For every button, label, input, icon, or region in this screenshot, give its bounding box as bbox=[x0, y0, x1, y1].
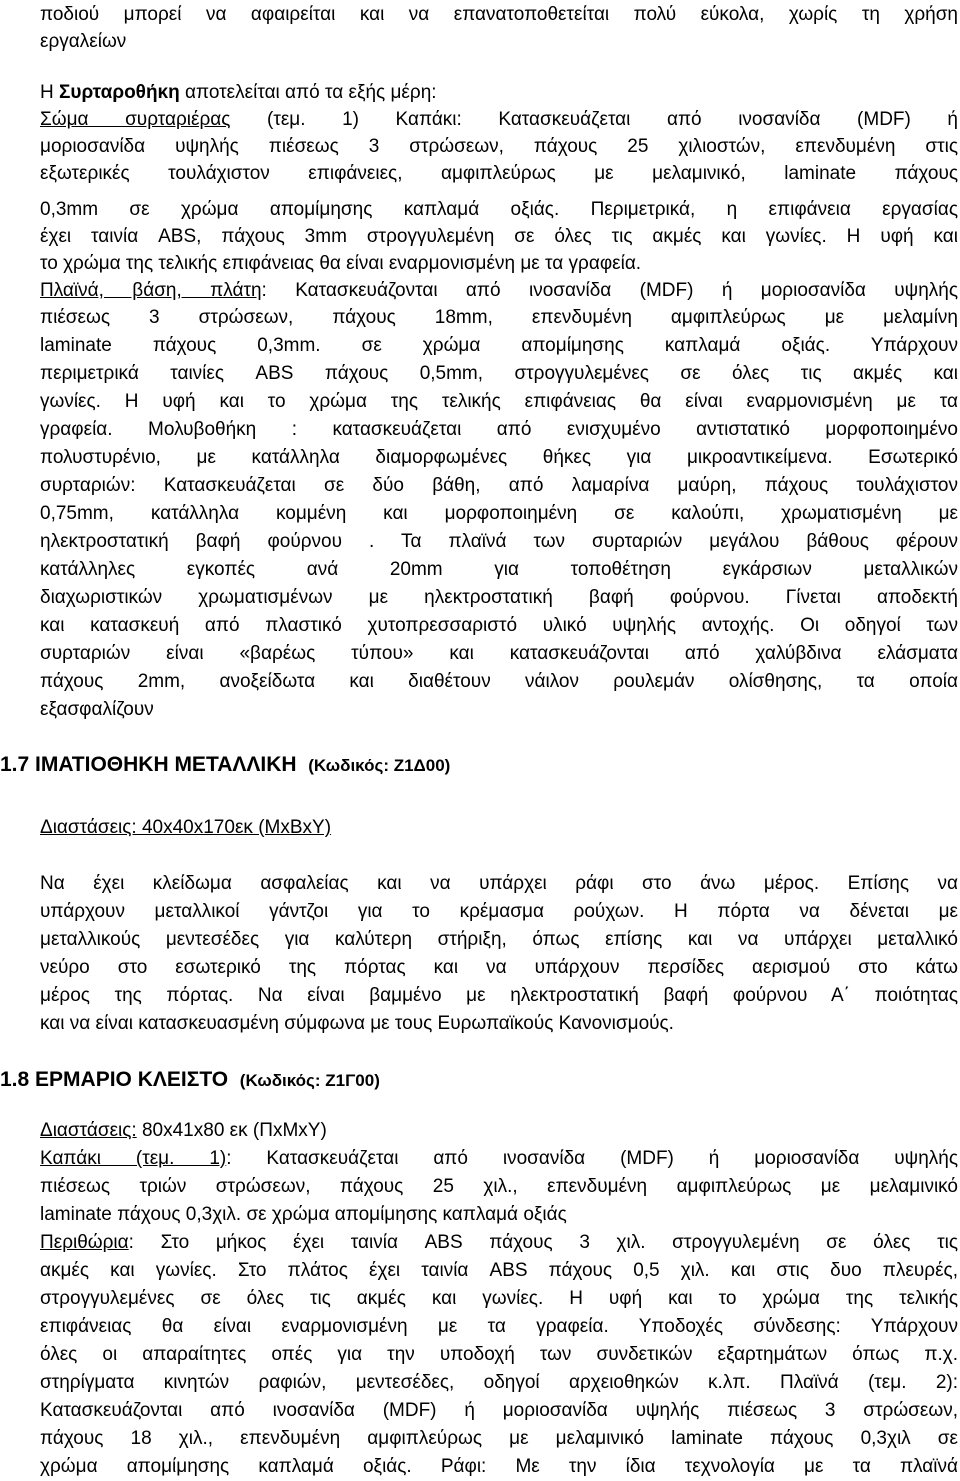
paragraph-line bbox=[40, 1230, 958, 1255]
paragraph-line: γραφεία. Μολυβοθήκη : κατασκευάζεται από ενισχυμένο αντιστατικό μορφοποιημένο bbox=[40, 419, 958, 440]
underlined-term: Περιθώρια bbox=[40, 1232, 129, 1253]
paragraph-line: στρογγυλεμένες σε όλες τις ακμές και γωνίες. Η υφή και το χρώμα της τελικής bbox=[40, 1288, 958, 1309]
text-run: : Κατασκευάζονται από ινοσανίδα (MDF) ή μοριοσανίδα υψηλής bbox=[261, 280, 958, 301]
paragraph-line: laminate πάχους 0,3χιλ. σε χρώμα απομίμησης καπλαμά οξιάς bbox=[40, 1204, 567, 1225]
paragraph-line: περιμετρικά ταινίες ABS πάχους 0,5mm, στρογγυλεμένες σε όλες τις ακμές και bbox=[40, 363, 958, 384]
dimensions-line bbox=[40, 815, 958, 840]
text-run: αποτελείται από τα εξής μέρη: bbox=[179, 82, 437, 103]
dimensions-line bbox=[40, 1118, 958, 1143]
text-run: (τεμ. 1) Καπάκι: Κατασκευάζεται από ινοσανίδα (MDF) ή bbox=[230, 109, 958, 130]
bold-term: Συρταροθήκη bbox=[59, 82, 180, 103]
paragraph-line: κατάλληλες εγκοπές ανά 20mm για τοποθέτηση εγκάρσιων μεταλλικών bbox=[40, 559, 958, 580]
paragraph-line: νεύρο στο εσωτερικό της πόρτας και να υπάρχουν περσίδες αερισμού στο κάτω bbox=[40, 957, 958, 978]
paragraph-line: μέρος της πόρτας. Να είναι βαμμένο με ηλεκτροστατική βαφή φούρνου Α΄ ποιότητας bbox=[40, 985, 958, 1006]
paragraph-line: μοριοσανίδα υψηλής πιέσεως 3 στρώσεων, πάχους 25 χιλιοστών, επενδυμένη στις bbox=[40, 136, 958, 157]
paragraph-line: εξωτερικές τουλάχιστον επιφάνειες, αμφιπλεύρως με μελαμινικό, laminate πάχους bbox=[40, 163, 958, 184]
paragraph-line: ακμές και γωνίες. Στο πλάτος έχει ταινία ABS πάχους 0,5 χιλ. και στις δυο πλευρές, bbox=[40, 1260, 958, 1281]
paragraph-line: όλες οι απαραίτητες οπές για την υποδοχή των συνδετικών εξαρτημάτων όπως π.χ. bbox=[40, 1344, 958, 1365]
paragraph-line: διαχωριστικών χρωματισμένων με ηλεκτροστατική βαφή φούρνου. Γίνεται αποδεκτή bbox=[40, 587, 958, 608]
paragraph-line: Κατασκευάζονται από ινοσανίδα (MDF) ή μοριοσανίδα υψηλής πιέσεως 3 στρώσεων, bbox=[40, 1400, 958, 1421]
heading-title: 1.7 ΙΜΑΤΙΟΘΗΚΗ ΜΕΤΑΛΛΙΚΗ bbox=[0, 753, 297, 776]
product-code: (Κωδικός: Ζ1Δ00) bbox=[308, 756, 451, 775]
paragraph-line: στηρίγματα κινητών ραφιών, μεντεσέδες, οδηγοί αρχειοθηκών κ.λπ. Πλαϊνά (τεμ. 2): bbox=[40, 1372, 958, 1393]
paragraph-line: πάχους 18 χιλ., επενδυμένη αμφιπλεύρως με μελαμινικό laminate πάχους 0,3χιλ σε bbox=[40, 1428, 958, 1449]
section-heading bbox=[0, 1065, 380, 1095]
paragraph-line: ποδιού μπορεί να αφαιρείται και να επανατοποθετείται πολύ εύκολα, χωρίς τη χρήση bbox=[40, 4, 958, 25]
paragraph-line: πιέσεως 3 στρώσεων, πάχους 18mm, επενδυμένη αμφιπλεύρως με μελαμίνη bbox=[40, 307, 958, 328]
heading-title: 1.8 ΕΡΜΑΡΙΟ ΚΛΕΙΣΤΟ bbox=[0, 1068, 229, 1091]
underlined-term: Σώμα συρταριέρας bbox=[40, 109, 231, 130]
text-run: : Κατασκευάζεται από ινοσανίδα (MDF) ή μοριοσανίδα υψηλής bbox=[226, 1148, 958, 1169]
paragraph-line: 0,3mm σε χρώμα απομίμησης καπλαμά οξιάς. Περιμετρικά, η επιφάνεια εργασίας bbox=[40, 199, 958, 220]
paragraph-line: επιφάνειας θα είναι εναρμονισμένη με τα γραφεία. Υποδοχές σύνδεσης: Υπάρχουν bbox=[40, 1316, 958, 1337]
paragraph-line: μεταλλικούς μεντεσέδες για καλύτερη στήριξη, όπως επίσης και να υπάρχει μεταλλικό bbox=[40, 929, 958, 950]
paragraph-line: πιέσεως τριών στρώσεων, πάχους 25 χιλ., επενδυμένη αμφιπλεύρως με μελαμινικό bbox=[40, 1176, 958, 1197]
dimensions-value: 80x41x80 εκ (ΠxΜxΥ) bbox=[136, 1120, 327, 1141]
underlined-term: Καπάκι (τεμ. 1) bbox=[40, 1148, 227, 1169]
paragraph-line bbox=[40, 80, 958, 105]
section-heading bbox=[0, 750, 450, 780]
paragraph-line: πολυστυρένιο, με κατάλληλα διαμορφωμένες θήκες για μικροαντικείμενα. Εσωτερικό bbox=[40, 447, 958, 468]
underlined-term: Πλαϊνά, βάση, πλάτη bbox=[40, 280, 262, 301]
paragraph-line: έχει ταινία ABS, πάχους 3mm στρογγυλεμένη σε όλες τις ακμές και γωνίες. Η υφή και bbox=[40, 226, 958, 247]
paragraph-line: και κατασκευή από πλαστικό χυτοπρεσσαριστό υλικό υψηλής αντοχής. Οι οδηγοί των bbox=[40, 615, 958, 636]
product-code: (Κωδικός: Ζ1Γ00) bbox=[239, 1071, 380, 1090]
dimensions-label: Διαστάσεις: bbox=[40, 1120, 137, 1141]
paragraph-line: γωνίες. Η υφή και το χρώμα της τελικής επιφάνειας θα είναι εναρμονισμένη με τα bbox=[40, 391, 958, 412]
paragraph-line bbox=[40, 107, 958, 132]
paragraph-line: υπάρχουν μεταλλικοί γάντζοι για το κρέμασμα ρούχων. Η πόρτα να δένεται με bbox=[40, 901, 958, 922]
paragraph-line bbox=[40, 1146, 958, 1171]
paragraph-line: εργαλείων bbox=[40, 31, 127, 52]
text-run: : Στο μήκος έχει ταινία ABS πάχους 3 χιλ. στρογγυλεμένη σε όλες τις bbox=[128, 1232, 958, 1253]
paragraph-line: Να έχει κλείδωμα ασφαλείας και να υπάρχει ράφι στο άνω μέρος. Επίσης να bbox=[40, 873, 958, 894]
paragraph-line: χρώμα απομίμησης καπλαμά οξιάς. Ράφι: Με την ίδια τεχνολογία με τα πλαϊνά bbox=[40, 1456, 958, 1477]
paragraph-line: laminate πάχους 0,3mm. σε χρώμα απομίμησης καπλαμά οξιάς. Υπάρχουν bbox=[40, 335, 958, 356]
paragraph-line: 0,75mm, κατάλληλα κομμένη και μορφοποιημένη σε καλούπι, χρωματισμένη με bbox=[40, 503, 958, 524]
paragraph-line: συρταριών: Κατασκευάζεται σε δύο βάθη, από λαμαρίνα μαύρη, πάχους τουλάχιστον bbox=[40, 475, 958, 496]
paragraph-line: ηλεκτροστατική βαφή φούρνου . Τα πλαϊνά των συρταριών μεγάλου βάθους φέρουν bbox=[40, 531, 958, 552]
dimensions: Διαστάσεις: 40x40x170εκ (ΜxΒxΥ) bbox=[40, 817, 332, 838]
paragraph-line: το χρώμα της τελικής επιφάνειας θα είναι εναρμονισμένη με τα γραφεία. bbox=[40, 253, 642, 274]
paragraph-line: συρταριών είναι «βαρέως τύπου» και κατασκευάζονται από χαλύβδινα ελάσματα bbox=[40, 643, 958, 664]
paragraph-line: εξασφαλίζουν bbox=[40, 699, 154, 720]
paragraph-line: πάχους 2mm, ανοξείδωτα και διαθέτουν νάιλον ρουλεμάν ολίσθησης, τα οποία bbox=[40, 671, 958, 692]
text-run: Η bbox=[40, 82, 59, 103]
paragraph-line: και να είναι κατασκευασμένη σύμφωνα με τους Ευρωπαϊκούς Κανονισμούς. bbox=[40, 1013, 674, 1034]
paragraph-line bbox=[40, 278, 958, 303]
